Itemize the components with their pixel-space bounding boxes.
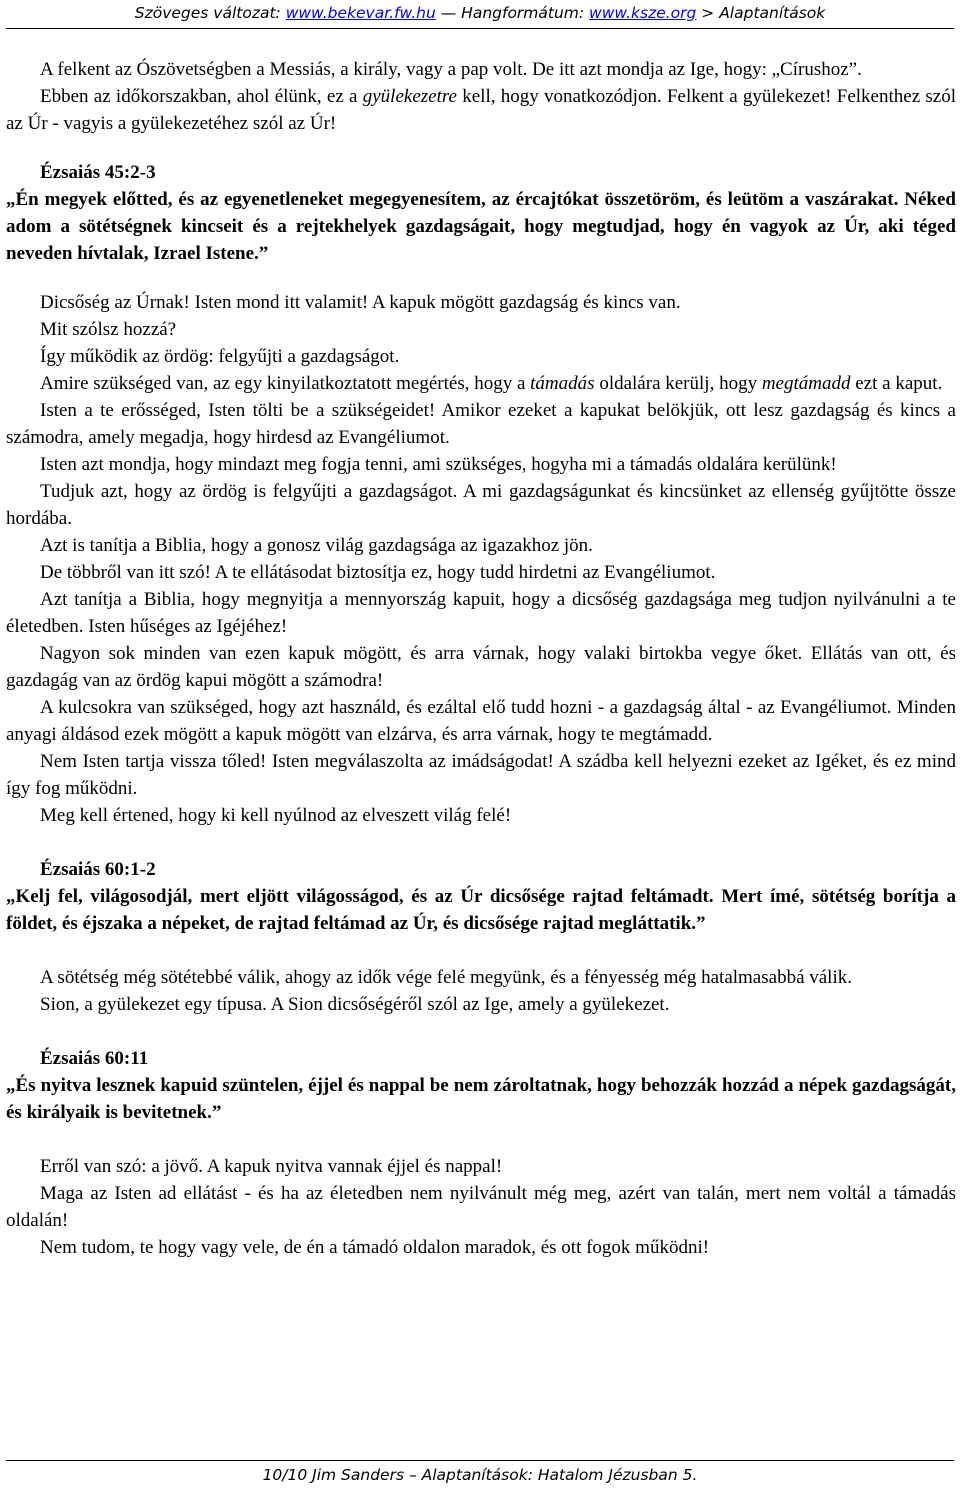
- paragraph: A kulcsokra van szükséged, hogy azt használd, és ezáltal elő tudd hozni - a gazdagság által - az Evangéliumot. Minden anyagi áldásod ezek mögött a kapuk mögött van elzárva, és arra várnak, hogy te megtámadd.: [6, 697, 956, 745]
- paragraph: Nagyon sok minden van ezen kapuk mögött, és arra várnak, hogy valaki birtokba vegye őket. Ellátás van ott, és gazdagág van az ördög kapui mögött a számodra!: [6, 643, 956, 691]
- paragraph: Maga az Isten ad ellátást - és ha az életedben nem nyilvánult még meg, azért van talán, mert nem voltál a támadás oldalán!: [6, 1183, 956, 1231]
- scripture-reference: Ézsaiás 45:2-3: [40, 162, 156, 183]
- page-body: [6, 56, 956, 1261]
- paragraph: De többről van itt szó! A te ellátásodat biztosítja ez, hogy tudd hirdetni az Evangéliumot.: [40, 562, 716, 583]
- scripture-quote: „És nyitva lesznek kapuid szüntelen, éjjel és nappal be nem zároltatnak, hogy behozzák hozzád a népek gazdagságát, és királyaik is bevitetnek.”: [6, 1075, 956, 1123]
- paragraph: Azt is tanítja a Biblia, hogy a gonosz világ gazdagsága az igazakhoz jön.: [40, 535, 593, 556]
- paragraph: Amire szükséged van, az egy kinyilatkoztatott megértés, hogy a támadás oldalára kerülj, hogy megtámadd ezt a kaput.: [40, 373, 943, 394]
- paragraph: Nem Isten tartja vissza tőled! Isten megválaszolta az imádságodat! A szádba kell helyezni ezeket az Igéket, és ez mind így fog működni.: [6, 751, 956, 799]
- paragraph: Dicsőség az Úrnak! Isten mond itt valamit! A kapuk mögött gazdagság és kincs van.: [40, 292, 681, 313]
- header-prefix: Szöveges változat:: [134, 4, 286, 22]
- paragraph: Tudjuk azt, hogy az ördög is felgyűjti a gazdagságot. A mi gazdagságunkat és kincsünket az ellenség gyűjtötte össze hordába.: [6, 481, 956, 529]
- scripture-quote: „Kelj fel, világosodjál, mert eljött világosságod, és az Úr dicsősége rajtad feltámadt. Mert ímé, sötétség borítja a földet, és éjszaka a népeket, de rajtad feltámad az Úr, és dicsősége rajtad megláttatik.”: [6, 886, 956, 934]
- ksze-link[interactable]: www.ksze.org: [589, 4, 697, 22]
- header-divider: [6, 28, 954, 29]
- page-header: [0, 0, 960, 26]
- paragraph: Ebben az időkorszakban, ahol élünk, ez a gyülekezetre kell, hogy vonatkozódjon. Felkent a gyülekezet! Felkenthez szól az Úr - vagyis a gyülekezetéhez szól az Úr!: [6, 86, 956, 134]
- scripture-reference: Ézsaiás 60:1-2: [40, 859, 156, 880]
- paragraph: Isten a te erősséged, Isten tölti be a szükségeidet! Amikor ezeket a kapukat belökjük, ott lesz gazdagság és kincs a számodra, amely megadja, hogy hirdesd az Evangéliumot.: [6, 400, 956, 448]
- paragraph: Meg kell értened, hogy ki kell nyúlnod az elveszett világ felé!: [40, 805, 512, 826]
- paragraph: Sion, a gyülekezet egy típusa. A Sion dicsőségéről szól az Ige, amely a gyülekezet.: [40, 994, 670, 1015]
- emphasis: támadás: [530, 373, 595, 394]
- paragraph: Így működik az ördög: felgyűjti a gazdagságot.: [40, 346, 400, 367]
- paragraph: A felkent az Ószövetségben a Messiás, a király, vagy a pap volt. De itt azt mondja az Ige, hogy: „Círushoz”.: [40, 59, 862, 80]
- header-suffix: > Alaptanítások: [696, 4, 826, 22]
- emphasis: megtámadd: [761, 373, 851, 394]
- footer-divider: [6, 1460, 954, 1461]
- paragraph: A sötétség még sötétebbé válik, ahogy az idők vége felé megyünk, és a fényesség még hatalmasabbá válik.: [40, 967, 852, 988]
- header-mid: — Hangformátum:: [435, 4, 590, 22]
- scripture-reference: Ézsaiás 60:11: [40, 1048, 149, 1069]
- page-footer: 10/10 Jim Sanders – Alaptanítások: Hatalom Jézusban 5.: [262, 1466, 698, 1484]
- paragraph: Nem tudom, te hogy vagy vele, de én a támadó oldalon maradok, és ott fogok működni!: [40, 1237, 710, 1258]
- paragraph: Isten azt mondja, hogy mindazt meg fogja tenni, ami szükséges, hogyha mi a támadás oldalára kerülünk!: [40, 454, 837, 475]
- paragraph: Erről van szó: a jövő. A kapuk nyitva vannak éjjel és nappal!: [40, 1156, 503, 1177]
- emphasis: gyülekezetre: [362, 86, 457, 107]
- scripture-quote: „Én megyek előtted, és az egyenetleneket megegyenesítem, az ércajtókat összetöröm, és leütöm a vaszárakat. Néked adom a sötétségnek kincseit és a rejtekhelyek gazdagságait, hogy megtudjad, hogy én vagyok az Úr, aki téged neveden hívtalak, Izrael Istene.”: [6, 189, 956, 264]
- paragraph: Azt tanítja a Biblia, hogy megnyitja a mennyország kapuit, hogy a dicsőség gazdagsága meg tudjon nyilvánulni a te életedben. Isten hűséges az Igéjéhez!: [6, 589, 956, 637]
- bekevar-link[interactable]: www.bekevar.fw.hu: [285, 4, 436, 22]
- paragraph: Mit szólsz hozzá?: [40, 319, 177, 340]
